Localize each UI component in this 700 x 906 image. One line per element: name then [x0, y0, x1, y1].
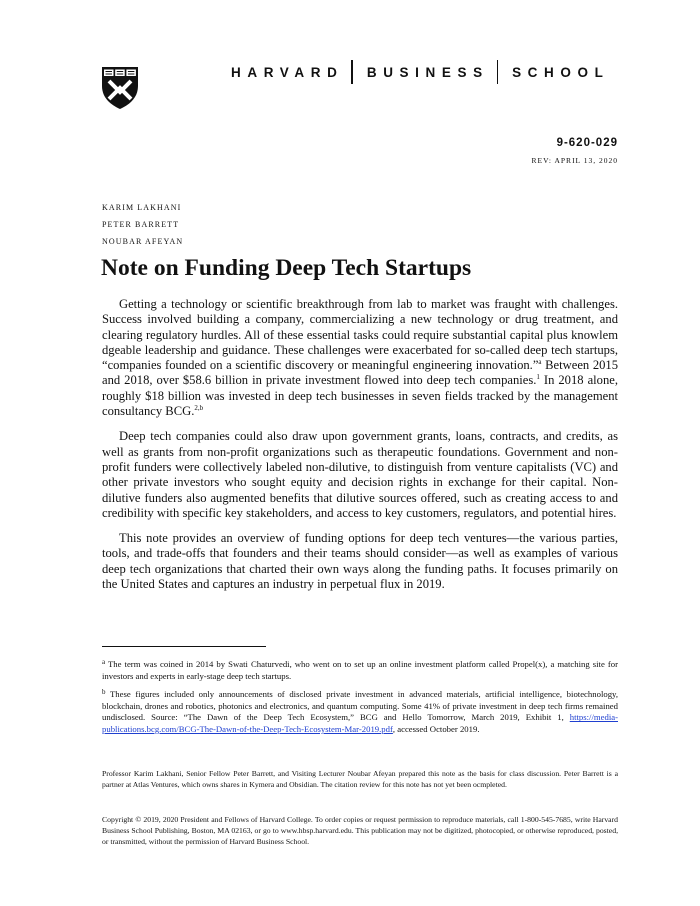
masthead-business: BUSINESS [366, 64, 489, 80]
hbs-shield-icon [101, 66, 139, 110]
endnote-ref[interactable]: 1 [536, 373, 540, 382]
document-title: Note on Funding Deep Tech Startups [101, 255, 472, 281]
footnote-b: $^b$ These figures included only announcements of disclosed private investment in advanced materials, artificial intelligence, biotechnology, blockchain, drones and robotics, photonics and electronics, and quantum computing. Some 41% of private investment in deep tech firms remained undisclosed. Source: “The Dawn of the Deep Tech Ecosystem,” BCG and Hello Tomorrow, March 2019, Exhibit 1, https://media-publications.bcg.com/BCG-The-Dawn-of-the-Deep-Tech-Ecosystem-Mar-2019.pdf, accessed October 2019. [102, 688, 618, 734]
author-name: PETER BARRETT [102, 220, 180, 229]
footnote-ref[interactable]: 2,b [194, 404, 204, 413]
body-text [102, 297, 618, 602]
document-number: 9-620-029 [556, 137, 618, 149]
masthead-school: SCHOOL [512, 64, 610, 80]
footnotes [102, 659, 618, 743]
author-name: NOUBAR AFEYAN [102, 237, 184, 246]
school-masthead [231, 62, 609, 82]
author-name: KARIM LAKHANI [102, 203, 182, 212]
bcg-report-link[interactable]: https://media-publications.bcg.com/BCG-The-Dawn-of-the-Deep-Tech-Ecosystem-Mar-2019.pdf [102, 712, 618, 734]
masthead-harvard: HARVARD [231, 64, 344, 80]
footnote-divider [102, 646, 266, 647]
paragraph-3: This note provides an overview of funding options for deep tech ventures—the various parties, tools, and trade-offs that founders and their teams should consider—as well as examples of various deep tech organizations that charted their own ways along the funding paths. It focuses primarily on the United States and captures an industry in perpetual flux in 2019. [102, 531, 618, 592]
masthead-divider [497, 60, 498, 84]
masthead-divider [351, 60, 352, 84]
author-list [102, 199, 183, 250]
preparation-note: Professor Karim Lakhani, Senior Fellow Peter Barrett, and Visiting Lecturer Noubar Afeyan prepared this note as the basis for class discussion. Peter Barrett is a partner at Atlas Ventures, which owns shares in Kymera and Obsidian. The citation review for this note has not yet been ocmpleted. [102, 769, 618, 790]
footnote-a: $^a$ The term was coined in 2014 by Swati Chaturvedi, who went on to set up an online investment platform called Propel(x), a matching site for investors and experts in early-stage deep tech startups. [102, 658, 618, 681]
copyright-notice: Copyright © 2019, 2020 President and Fellows of Harvard College. To order copies or request permission to reproduce materials, call 1-800-545-7685, write Harvard Business School Publishing, Boston, MA 02163, or go to www.hbsp.harvard.edu. This publication may not be digitized, photocopied, or otherwise reproduced, posted, or transmitted, without the permission of Harvard Business School. [102, 815, 618, 847]
paragraph-2: Deep tech companies could also draw upon government grants, loans, contracts, and credits, as well as grants from non-profit organizations such as therapeutic foundations. Government and non-profit funders were collectively labeled non-dilutive, to distinguish from venture capitalists (VC) and other private investors who sought equity and decision rights in exchange for their capital. Non-dilutive funders also augmented benefits that dilutive sources offered, such as creating access to and credibility with specific key stakeholders, and access to key customers, regulators, and potential hires. [102, 429, 618, 520]
revision-date: REV: APRIL 13, 2020 [531, 156, 618, 165]
footnote-ref[interactable]: a [538, 358, 542, 367]
paragraph-1: Getting a technology or scientific breakthrough from lab to market was fraught with challenges. Success involved building a company, commercializing a new technology or drug treatment, and clearing regulatory hurdles. All of these essential tasks could require substantial capital plus knowlem dgeable leadership and guidance. These challenges were exacerbated for so-called deep tech startups, “companies founded on a scientific discovery or meaningful engineering innovation.”$^a$ Between 2015 and 2018, over $58.6 billion in private investment flowed into deep tech companies.$^1$ In 2018 alone, roughly $18 billion was invested in deep tech businesses in seven fields tracked by the management consultancy BCG.$^{2,b}$ [102, 297, 619, 419]
